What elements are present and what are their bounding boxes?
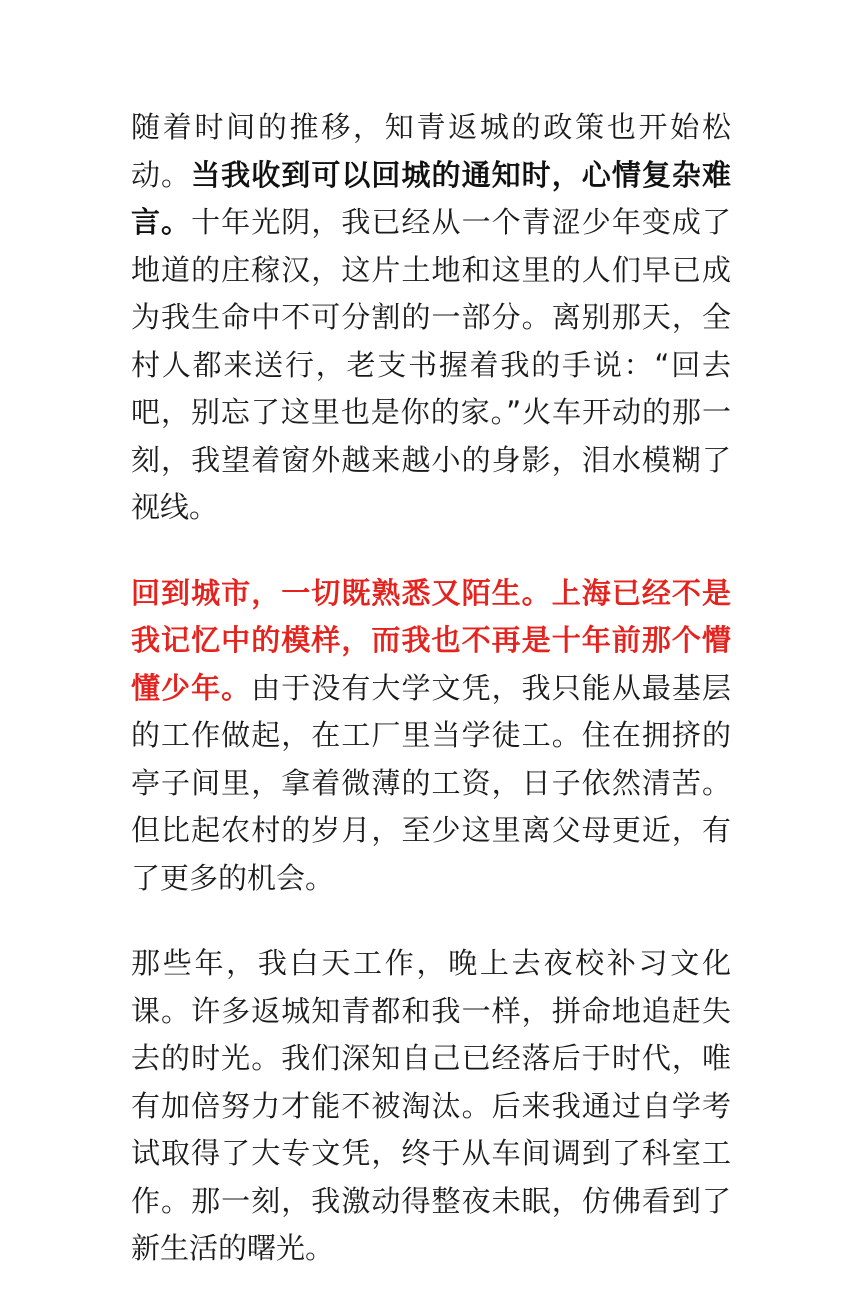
paragraph-2-red-highlight: 回到城市，一切既熟悉又陌生。上海已经不是我记忆中的模样，而我也不再是十年前那个懵懂少年。 [131,575,731,705]
paragraph-return-notice [131,104,731,532]
paragraph-back-in-city [131,570,731,903]
paragraph-2-body: 由于没有大学文凭，我只能从最基层的工作做起，在工厂里当学徒工。住在拥挤的亭子间里，拿着微薄的工资，日子依然清苦。但比起农村的岁月，至少这里离父母更近，有了更多的机会。 [131,670,731,895]
article-body [131,104,731,1311]
paragraph-1-bold-highlight: 当我收到可以回城的通知时，心情复杂难言。 [131,157,731,239]
paragraph-1-body: 十年光阴，我已经从一个青涩少年变成了地道的庄稼汉，这片土地和这里的人们早已成为我生命中不可分割的一部分。离别那天，全村人都来送行，老支书握着我的手说：“回去吧，别忘了这里也是你的家。”火车开动的那一刻，我望着窗外越来越小的身影，泪水模糊了视线。 [131,205,731,524]
paragraph-1-intro: 随着时间的推移，知青返城的政策也开始松动。 [131,110,731,192]
paragraph-3-body: 那些年，我白天工作，晚上去夜校补习文化课。许多返城知青都和我一样，拼命地追赶失去的时光。我们深知自己已经落后于时代，唯有加倍努力才能不被淘汰。后来我通过自学考试取得了大专文凭，终于从车间调到了科室工作。那一刻，我激动得整夜未眠，仿佛看到了新生活的曙光。 [131,946,731,1265]
paragraph-night-school [131,940,731,1273]
